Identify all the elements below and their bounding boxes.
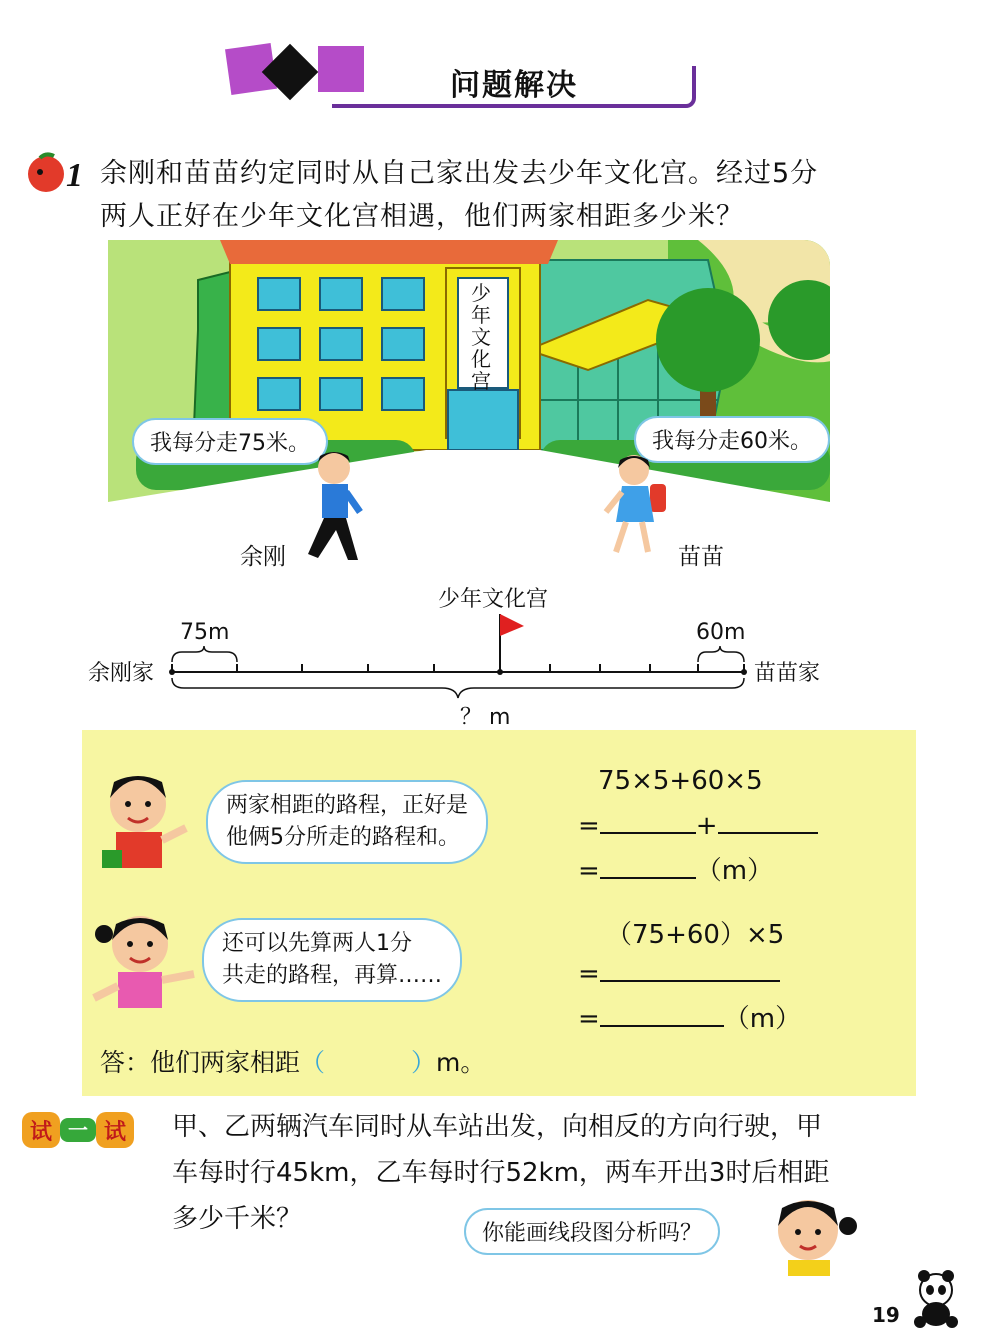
try-badge-char: 试 [29,1120,53,1145]
answer-line [100,1043,485,1079]
girl-figure [602,450,672,562]
try-line: 多少千米？ [172,1204,303,1234]
formula-method1-step1 [578,808,818,841]
sign-char: 年 [471,303,491,327]
formula-method2: （75+60）×5 [606,920,785,950]
boy-avatar [98,768,194,872]
answer-open-paren: （ [300,1048,326,1077]
name-yugang: 余刚 [240,544,286,570]
problem-line: 两人正好在少年文化宫相遇，他们两家相距多少米？ [100,201,744,232]
segment-label-right: 60m [696,620,746,645]
try-badge-char: 试 [103,1120,127,1145]
try-line: 甲、乙两辆汽车同时从车站出发，向相反的方向行驶，甲 [172,1112,823,1142]
answer-blank[interactable] [718,808,818,834]
total-distance-label: ？ m [460,705,511,730]
try-badge-char: 一 [68,1118,88,1142]
line-end-right: 苗苗家 [754,661,821,686]
equals-sign: = [578,1004,600,1034]
sign-char: 少 [471,281,491,305]
unit-label: （m） [723,1004,802,1034]
building-sign [466,282,496,392]
answer-close-paren: ） [411,1048,437,1077]
speech-cloud-method2 [202,918,462,1002]
line-end-left: 余刚家 [88,661,155,686]
section-title: 问题解决 [450,68,578,103]
formula-method1-step2 [578,850,773,887]
answer-blank[interactable] [600,956,780,982]
formula-method1: 75×5+60×5 [598,766,763,796]
girl-avatar [84,906,200,1016]
answer-blank[interactable] [600,808,696,834]
problem-statement [100,152,920,238]
equals-sign: = [578,811,600,841]
answer-blank[interactable] [600,1001,724,1027]
answer-suffix: m。 [436,1048,486,1077]
speech-line: 他俩5分所走的路程和。 [226,825,460,850]
speech-line: 两家相距的路程，正好是 [226,793,469,818]
problem-number-badge [22,150,92,194]
sign-char: 文 [471,325,491,349]
equals-sign: = [578,959,600,989]
speech-bubble-miaomiao: 我每分走60米。 [634,416,830,463]
segment-diagram [160,606,760,706]
try-it-badge [20,1108,136,1156]
try-it-badge-graphic [20,1108,136,1152]
plus-sign: + [695,811,718,841]
speech-line: 还可以先算两人1分 [222,931,412,956]
name-miaomiao: 苗苗 [678,544,724,570]
sign-char: 化 [471,347,491,371]
answer-blank[interactable] [600,853,696,879]
unit-label: （m） [695,856,774,886]
page-number: 19 [872,1303,900,1327]
formula-method2-step2 [578,998,801,1035]
speech-bubble-yugang: 我每分走75米。 [132,418,328,465]
sign-char: 宫 [471,369,491,393]
speech-line: 共走的路程，再算…… [222,963,443,988]
hint-bubble: 你能画线段图分析吗？ [464,1208,720,1255]
solution-box [82,730,916,1096]
answer-prefix: 答：他们两家相距 [100,1048,301,1077]
girl-hint-avatar [764,1186,860,1276]
line-label-center: 少年文化宫 [438,587,549,612]
try-line: 车每时行45km，乙车每时行52km，两车开出3时后相距 [172,1158,830,1188]
problem-line: 余刚和苗苗约定同时从自己家出发去少年文化宫。经过5分 [100,158,819,189]
speech-cloud-method1 [206,780,488,864]
problem-number: 1 [66,157,83,194]
segment-label-left: 75m [180,620,230,645]
equals-sign: = [578,856,600,886]
formula-method2-step1 [578,956,780,989]
panda-icon [906,1268,966,1330]
boy-figure [298,448,378,566]
